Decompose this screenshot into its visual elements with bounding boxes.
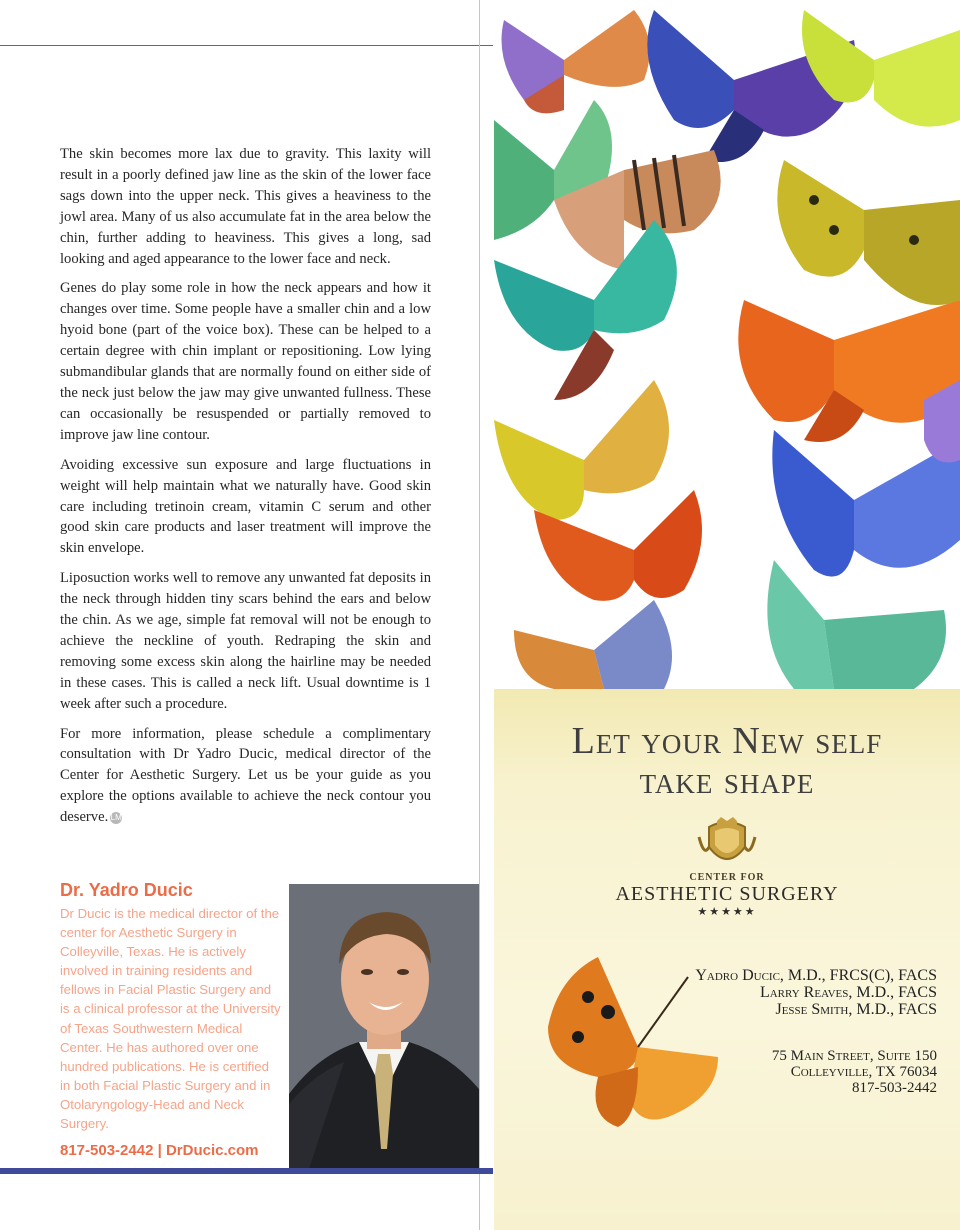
article-body: [60, 144, 431, 837]
bottom-rule: [0, 1168, 493, 1174]
doctor-list: [695, 967, 937, 1018]
article-closing: [60, 724, 431, 829]
ad-panel: [494, 689, 960, 1230]
doctor-name: Jesse Smith, M.D., FACS: [775, 1001, 937, 1018]
column-divider: [479, 0, 480, 1230]
article-paragraph: Liposuction works well to remove any unwanted fat deposits in the neck through hidden tiny scars behind the ears and below the chin. As we age, simple fat removal will not be enough to achieve the neckline of youth. Redraping the skin and removing some excess skin along the hairline may be needed in these cases. This is called a neck lift. Usual downtime is 1 week after such a procedure.: [60, 570, 431, 712]
author-bio: [60, 880, 282, 1159]
author-portrait: [289, 884, 479, 1169]
bio-contact: 817-503-2442 | DrDucic.com: [60, 1142, 259, 1160]
article-paragraph: Genes do play some role in how the neck appears and how it changes over time. Some people have a smaller chin and a low hyoid bone (part of the voice box). These can be helped to a certain degree with chin implant or repositioning. Low lying submandibular glands that are normally found on either side of the neck just below the jaw may give unwanted fullness. These can occasionally be resuspended or partially removed to improve jaw line contour.: [60, 280, 431, 443]
ad-tagline-line2: take shape: [639, 760, 815, 802]
article-paragraph: The skin becomes more lax due to gravity. This laxity will result in a poorly defined jaw line as the skin of the lower face sags down into the upper neck. This gives a heaviness to the jowl area. Many of us also accumulate fat in the area below the chin, further adding to heaviness. This gives a long, sad looking and aged appearance to the lower face and neck.: [60, 146, 431, 267]
ad-tagline-line1: Let your New self: [571, 720, 883, 762]
logo-small-text: CENTER FOR: [689, 872, 765, 883]
address-line: Colleyville, TX 76034: [790, 1064, 937, 1080]
doctor-name: Yadro Ducic, M.D., FRCS(C), FACS: [695, 967, 937, 984]
clinic-address: [772, 1048, 937, 1096]
address-line: 75 Main Street, Suite 150: [771, 1048, 937, 1064]
crest-icon: [609, 817, 845, 873]
top-rule: [0, 45, 493, 46]
bio-name: Dr. Yadro Ducic: [60, 880, 193, 900]
logo-big-text: AESTHETIC SURGERY: [615, 883, 839, 905]
clinic-logo: [609, 817, 845, 917]
bio-text: Dr Ducic is the medical director of the center for Aesthetic Surgery in Colleyville, Texas. He is actively involved in training residents and fellows in Facial Plastic Surgery and is a clinical professor at the University of Texas Southwestern Medical Center. He has authored over one hundred publications. He is certified in both Facial Plastic Surgery and in Otolaryngology-Head and Neck Surgery.: [60, 906, 281, 1132]
logo-stars: ★★★★★: [697, 906, 757, 918]
phone-number: 817-503-2442: [852, 1080, 937, 1096]
closing-text: For more information, please schedule a complimentary consultation with Dr Yadro Ducic, medical director of the Center for Aesthetic Surgery. Let us be your guide as you explore the options available to achieve the neck contour you deserve.: [60, 725, 431, 826]
end-mark-icon: LM: [110, 813, 122, 823]
article-paragraph: Avoiding excessive sun exposure and large fluctuations in weight will help maintain what we naturally have. Good skin care including tretinoin cream, vitamin C serum and other good skin care products and laser treatment will improve the skin envelope.: [60, 456, 431, 557]
butterfly-collage-image: [494, 0, 960, 689]
advertisement: [494, 0, 960, 1230]
doctor-name: Larry Reaves, M.D., FACS: [759, 984, 937, 1001]
